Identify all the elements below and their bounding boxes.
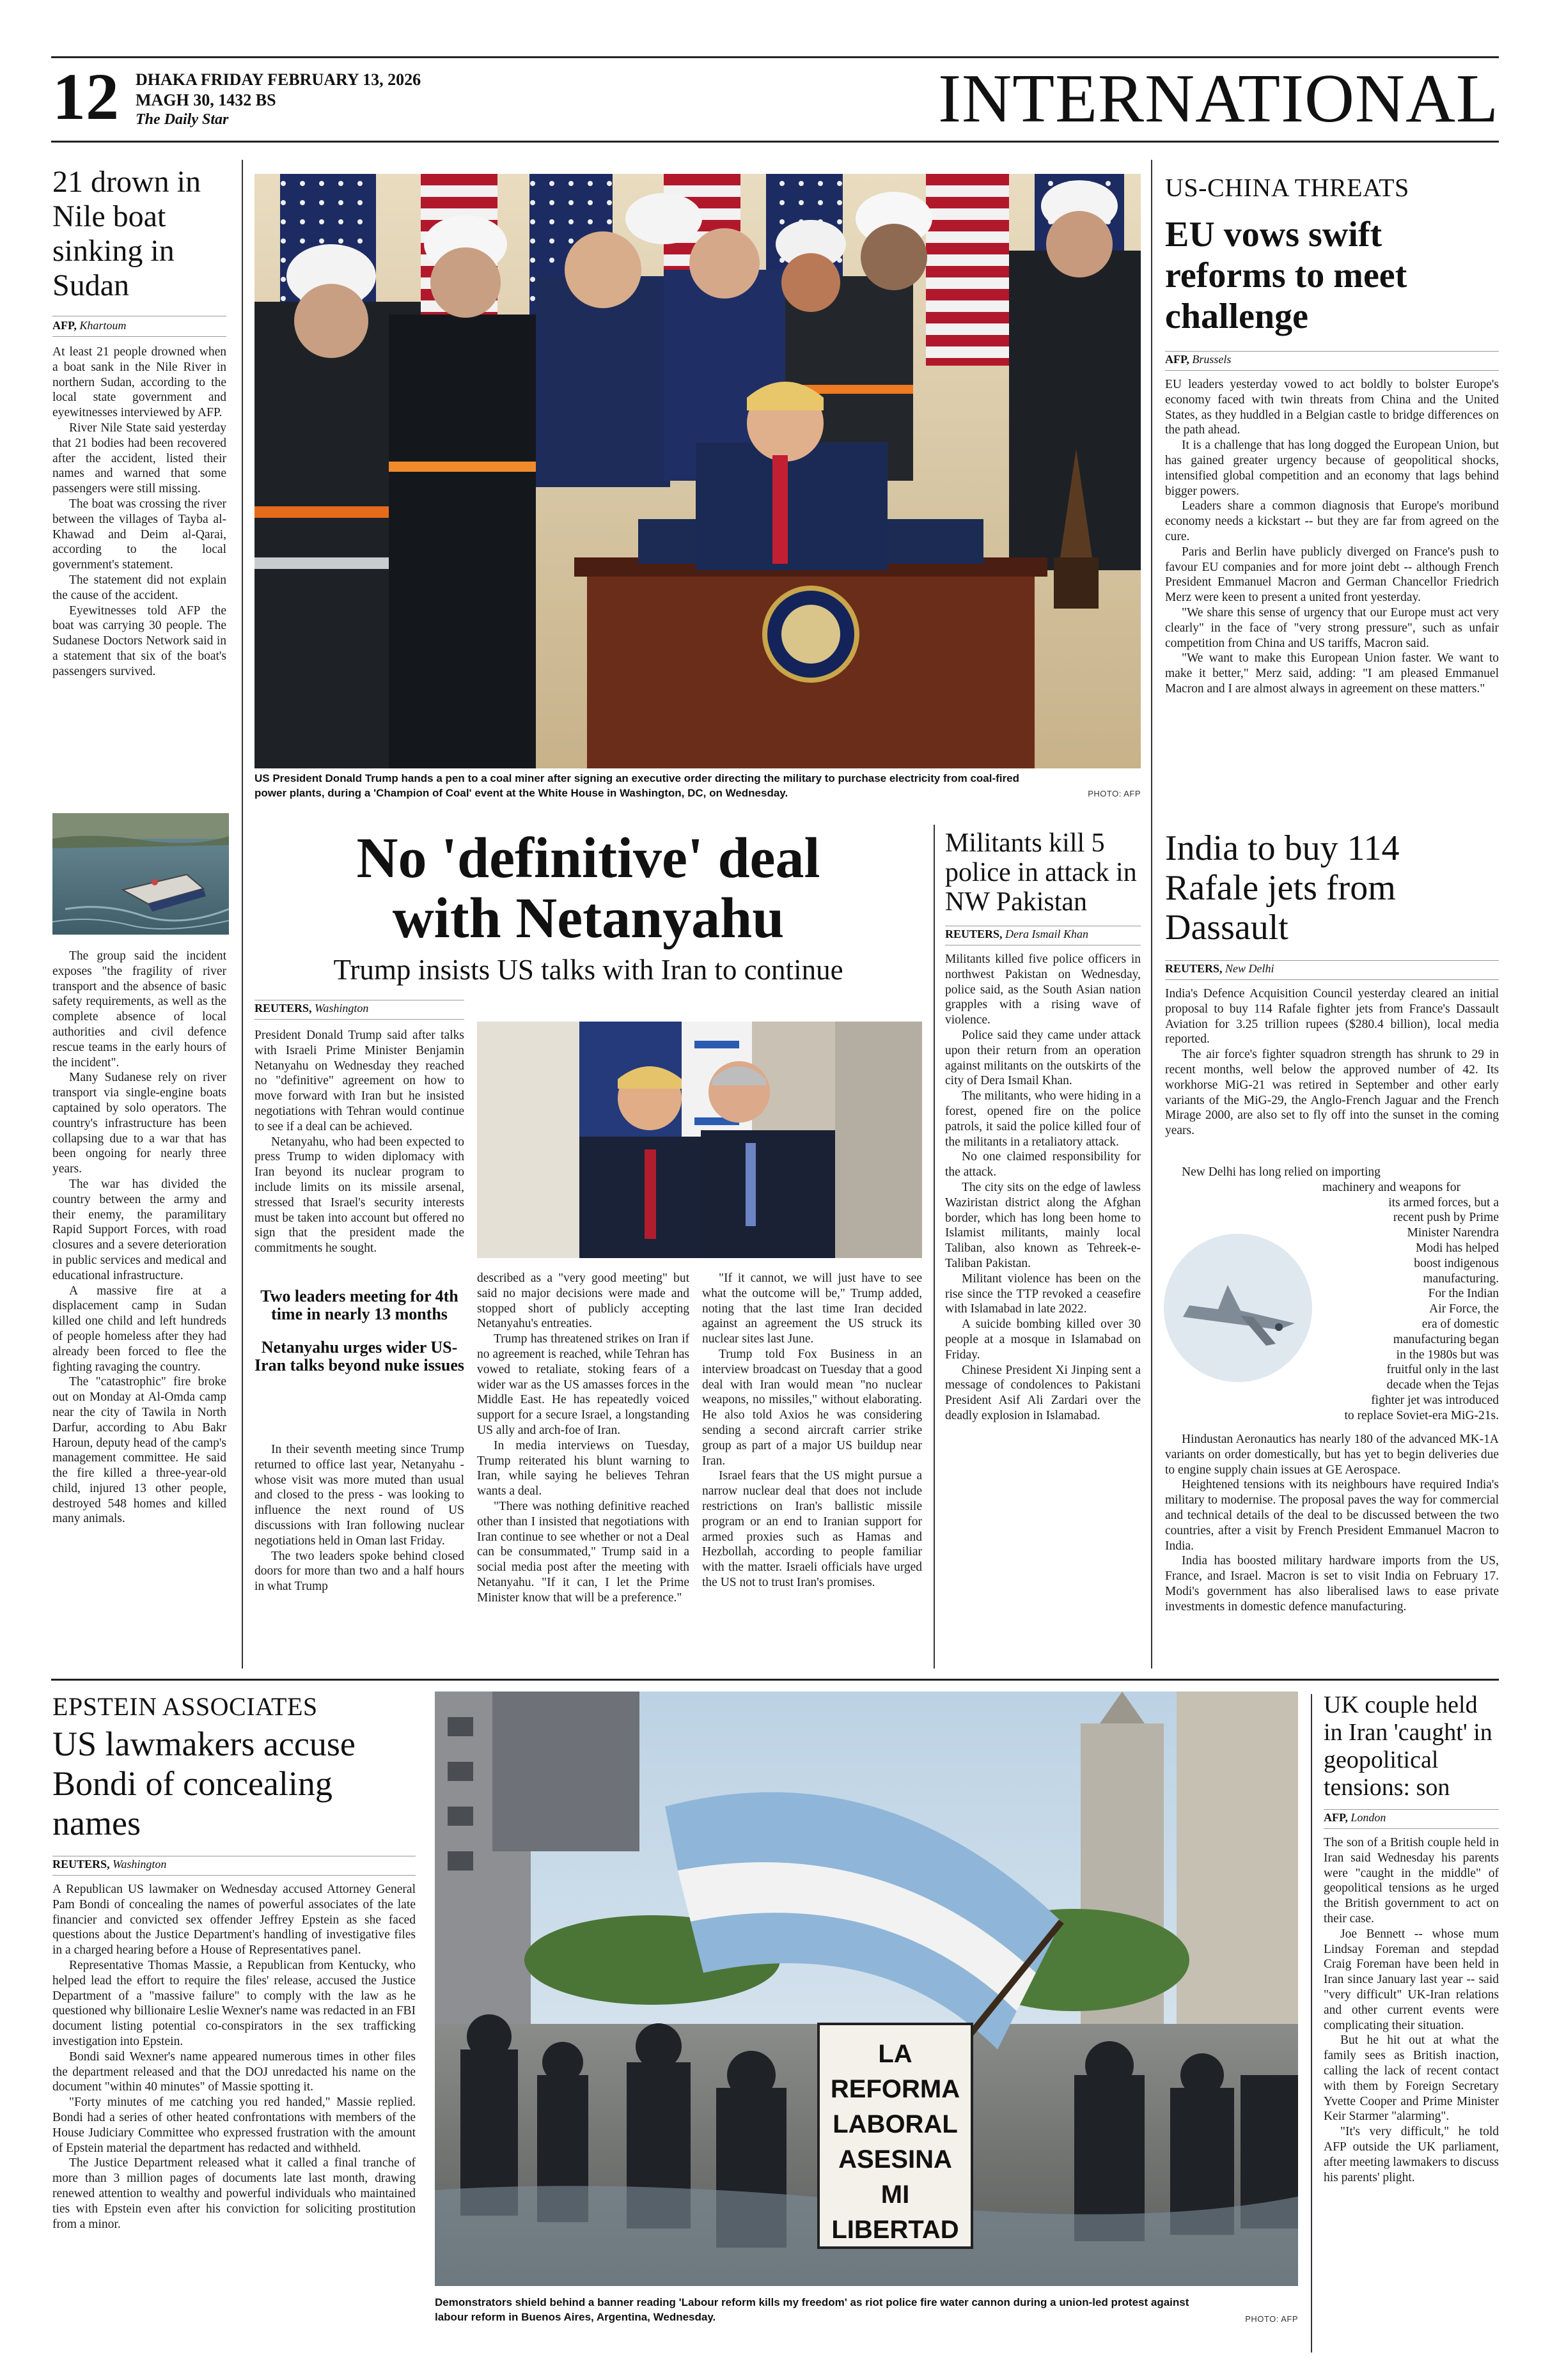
rafale-story [1165,828,1499,1139]
epstein-story [52,1692,416,2232]
rafale-body-top: India's Defence Acquisition Council yesterday cleared an initial proposal to buy 114 Rafale fighter jets from France's Dassault Aviation for 3.25 trillion rupees ($280.4 billion), local media reported. The air force's fighter squadron strength has shrunk to 29 in recent months, well below the approved number of 42. Its workhorse MiG-21 was retired in September and other early variants of the MiG-29, the Anglo-French Jaguar and the French Mirage 2000, are also set to fly off into the sunset in the coming years. [1165,987,1499,1138]
boat-photo [52,813,229,935]
nile-story [52,165,226,680]
netanyahu-pullquotes [254,1287,464,1374]
nile-headline: 21 drown in Nile boat sinking in Sudan [52,165,201,302]
eu-story [1165,173,1499,697]
sign-line-4: ASESINA [838,2145,952,2174]
pakistan-story [945,828,1141,1424]
epstein-headline: US lawmakers accuse Bondi of concealing names [52,1725,356,1842]
sign-line-5: MI [881,2181,910,2209]
epstein-kicker: EPSTEIN ASSOCIATES [52,1692,318,1721]
eu-byline: AFP, Brussels [1165,351,1499,371]
buenos-aires-photo [435,1692,1298,2286]
rafale-jet-photo [1164,1234,1312,1382]
sign-line-6: LIBERTAD [831,2216,959,2244]
uk-headline: UK couple held in Iran 'caught' in geopolitical tensions: son [1324,1692,1492,1801]
section-title: INTERNATIONAL [938,61,1499,137]
eu-kicker: US-CHINA THREATS [1165,173,1409,202]
sign-line-3: LABORAL [833,2110,958,2138]
nile-body-bottom: The group said the incident exposes "the fragility of river transport and the absence of basic safety requirements, as well as the complete absence of local authorities and civil defence rescue teams in the early hours of the incident". Many Sudanese rely on river transport via single-engine boats captained by solo operators. The country's infrastructure has been collapsing due to a war that has been ongoing for nearly three years. The war has divided the country between the army and their enemy, the paramilitary Rapid Support Forces, with road closures and a severe deterioration in public services and medical and educational infrastructure. A massive fire at a displacement camp in Sudan killed one child and left hundreds of people homeless after they had already been forced to flee the fighting ravaging the country. The "catastrophic" fire broke out on Monday at Al-Omda camp near the city of Tawila in North Darfur, according to Abu Bakr Haroun, deputy head of the camp's management committee. He said the fire killed a three-year-old child, injured 13 other people, destroyed 548 homes and killed many animals. [52,949,226,1526]
rafale-body-bottom: Hindustan Aeronautics has nearly 180 of the advanced MK-1A variants on order domestically, but has yet to begin deliveries due to engine supply chain issues at GE Aerospace. Heightened tensions with its neighbours have required India's military to modernise. The proposal paves the way for commercial and technical details of the deal to be discussed between the two countries, after a visit by French President Emmanuel Macron to India. India has boosted military hardware imports from the US, France, and Israel. Macron is set to visit India on February 17. Modi's government has also liberalised laws to ease private investments in domestic defence manufacturing. [1165,1433,1499,1614]
sign-line-1: LA [878,2040,912,2068]
paper-logo: The Daily Star [136,111,229,128]
netanyahu-col1-bottom: In their seventh meeting since Trump returned to office last year, Netanyahu - whose visit was more muted than usual and closed to the press - was looking to influence the next round of US discussions with Iran following nuclear negotiations held in Oman last Friday. The two leaders spoke behind closed doors for more than two and a half hours in what Trump [254,1443,464,1594]
dateline: DHAKA FRIDAY FEBRUARY 13, 2026 [136,70,421,89]
pullquote-meeting: Two leaders meeting for 4th time in nearly 13 months [260,1287,458,1323]
uk-body: The son of a British couple held in Iran said Wednesday his parents were "caught in the middle" of geopolitical tensions as he urged the British government to act on their case. Joe Bennett -- whose mum Lindsay Foreman and stepdad Craig Foreman have been held in Iran since January last year -- said "very difficult" UK-Iran relations and other current events were complicating their situation. But he hit out at what the family sees as British inaction, calling the lack of recent contact with them by Foreign Secretary Yvette Cooper and Prime Minister Keir Starmer "alarming". "It's very difficult," he told AFP outside the UK parliament, after meeting lawmakers to discuss his parents' plight. [1324,1836,1499,2184]
pakistan-body: Militants killed five police officers in northwest Pakistan on Wednesday, police said, as the South Asian nation grapples with a rising wave of violence. Police said they came under attack upon their return from an operation against militants on the outskirts of the city of Dera Ismail Khan. The militants, who were hiding in a forest, opened fire on the police patrols, it said the police killed four of the militants in a retaliatory attack. No one claimed responsibility for the attack. The city sits on the edge of lawless Waziristan district along the Afghan border, which has long been home to Islamist militants, mainly local Taliban, also known as Tehreek-e-Taliban Pakistan. Militant violence has been on the rise since the TTP revoked a ceasefire with Islamabad in late 2022. A suicide bombing killed over 30 people at a mosque in Islamabad on Friday. Chinese President Xi Jinping sent a message of condolences to Pakistani President Asif Ali Zardari over the deadly explosion in Islamabad. [945,953,1141,1422]
page-number: 12 [52,60,119,134]
eu-headline: EU vows swift reforms to meet challenge [1165,215,1407,336]
pakistan-byline: REUTERS, Dera Ismail Khan [945,926,1141,945]
coal-photo-credit: PHOTO: AFP [1088,789,1141,798]
netanyahu-headline: No 'definitive' deal with Netanyahu [356,827,820,950]
netanyahu-col3: "If it cannot, we will just have to see what the outcome will be," Trump added, noting that the last time Iran decided against an agreement the US struck its nuclear sites last June. Trump told Fox Business in an interview broadcast on Tuesday that a good deal with Iran would mean "no nuclear weapons, no missiles," without elaborating. He also told Axios he was considering sending a second aircraft carrier strike group as part of a major US buildup near Iran. Israel fears that the US might pursue a narrow nuclear deal that does not include restrictions on Iran's ballistic missile program or an end to Iranian support for armed proxies such as Hamas and Hezbollah, according to people familiar with the matter. Israeli officials have urged the US not to trust Iran's promises. [702,1272,922,1589]
coal-event-photo [254,174,1141,768]
rafale-headline: India to buy 114 Rafale jets from Dassault [1165,828,1400,947]
eu-body: EU leaders yesterday vowed to act boldly to bolster Europe's economy faced with twin threats from China and the United States, as they huddled in a Belgian castle to bridge differences on the path ahead. It is a challenge that has long dogged the European Union, but has gained greater urgency because of geopolitical shocks, intensified global competition and an economy that lags behind bigger powers. Leaders share a common diagnosis that Europe's moribund economy needs a kickstart -- but they are far from agreed on the cure. Paris and Berlin have publicly diverged on France's push to favour EU companies and for more joint debt -- although French President Emmanuel Macron and German Chancellor Friedrich Merz were keen to present a united front yesterday. "We share this sense of urgency that our Europe must act very clearly" in the face of "very strong pressure", such as unfair competition from China and US tariffs, Macron said. "We want to make this European Union faster. We want to make it better," Merz said, adding: "I am pleased Emmanuel Macron and I are almost always in agreement on these matters." [1165,378,1499,696]
rafale-body-wrap: New Delhi has long relied on importing machinery and weapons for its armed forces, but a recent push by Prime Minister Narendra Modi has helped boost indigenous manufacturing. For the Indian Air Force, the era of domestic manufacturing began in the 1980s but was fruitful only in the last decade when the Tejas fighter jet was introduced to replace Soviet-era MiG-21s. [1182,1165,1499,1422]
netanyahu-col1-top: President Donald Trump said after talks with Israeli Prime Minister Benjamin Netanyahu on Wednesday they reached no "definitive" agreement on how to move forward with Iran but he insisted negotiations with Tehran would continue to see if a deal can be achieved. Netanyahu, who had been expected to press Trump to widen diplomacy with Iran beyond its nuclear program to include limits on its missile arsenal, stressed that Israel's security interests must be taken into account but offered no sign that the president made the commitments he sought. [254,1029,464,1256]
netanyahu-story [254,828,922,986]
nile-byline: AFP, Khartoum [52,319,226,337]
coal-photo-caption: US President Donald Trump hands a pen to a coal miner after signing an executive order directing the military to purchase electricity from coal-fired power plants, during a 'Champion of Coal' event at the White House in Washington, DC, on Wednesday. [254,772,1019,799]
netanyahu-byline: REUTERS, Washington [254,1000,464,1020]
buenos-aires-caption: Demonstrators shield behind a banner reading 'Labour reform kills my freedom' as riot police fire water cannon during a union-led protest against labour reform in Buenos Aires, Argentina, Wednesday. [435,2296,1189,2323]
uk-byline: AFP, London [1324,1809,1499,1829]
netanyahu-subhead: Trump insists US talks with Iran to continue [333,954,843,986]
epstein-byline: REUTERS, Washington [52,1856,416,1876]
rafale-byline: REUTERS, New Delhi [1165,960,1499,980]
buenos-aires-credit: PHOTO: AFP [1245,2314,1298,2324]
sign-line-2: REFORMA [830,2075,960,2103]
bangla-date: MAGH 30, 1432 BS [136,91,276,109]
trump-netanyahu-photo [477,1022,922,1258]
pakistan-headline: Militants kill 5 police in attack in NW Pakistan [945,828,1137,917]
uk-couple-story [1324,1692,1499,2185]
nile-body-top: At least 21 people drowned when a boat sank in the Nile River in northern Sudan, according to the local state government and eyewitnesses interviewed by AFP. River Nile State said yesterday that 21 bodies had been recovered after the accident, listed their names and warned that some passengers were still missing. The boat was crossing the river between the villages of Tayba al-Khawad and Deim al-Qarai, according to the local government's statement. The statement did not explain the cause of the accident. Eyewitnesses told AFP the boat was carrying 30 people. The Sudanese Doctors Network said in a statement that six of the boat's passengers survived. [52,345,226,678]
pullquote-wider-talks: Netanyahu urges wider US-Iran talks beyond nuke issues [254,1338,464,1374]
epstein-body: A Republican US lawmaker on Wednesday accused Attorney General Pam Bondi of concealing the names of powerful associates of the late financier and convicted sex offender Jeffrey Epstein as she faced questions about the Justice Department's handling of investigative files in a charged hearing before a House of Representatives panel. Representative Thomas Massie, a Republican from Kentucky, who helped lead the effort to require the files' release, accused the Justice Department of a "massive failure" to comply with the law as he questioned why billionaire Leslie Wexner's name was redacted in an FBI document listing potential co-conspirators in the sex trafficking investigation into Epstein. Bondi said Wexner's name appeared numerous times in other files the department released and that the DOJ unredacted his name on the document "within 40 minutes" of Massie spotting it. "Forty minutes of me catching you red handed," Massie replied. Bondi had a series of other heated confrontations with members of the House Judiciary Committee who expressed frustration with the amount of Epstein material the department has redacted and withheld. The Justice Department released what it called a final tranche of more than 3 million pages of documents late last month, drawing renewed attention to wealthy and powerful individuals who maintained ties with Epstein even after his conviction for soliciting prostitution from a minor. [52,1883,416,2231]
netanyahu-col2: described as a "very good meeting" but said no major decisions were made and stopped short of publicly accepting Netanyahu's entreaties. Trump has threatened strikes on Iran if no agreement is reached, while Tehran has vowed to retaliate, stoking fears of a wider war as the US amasses forces in the Middle East. He has repeatedly voiced support for a secure Israel, a longstanding US ally and arch-foe of Iran. In media interviews on Tuesday, Trump reiterated his blunt warning to Iran, while saying he believes Tehran wants a deal. "There was nothing definitive reached other than I insisted that negotiations with Iran continue to see whether or not a Deal can be consummated," Trump said in a social media post after the meeting with Netanyahu. "If it can, I let the Prime Minister know that will be a preference." [477,1272,689,1605]
